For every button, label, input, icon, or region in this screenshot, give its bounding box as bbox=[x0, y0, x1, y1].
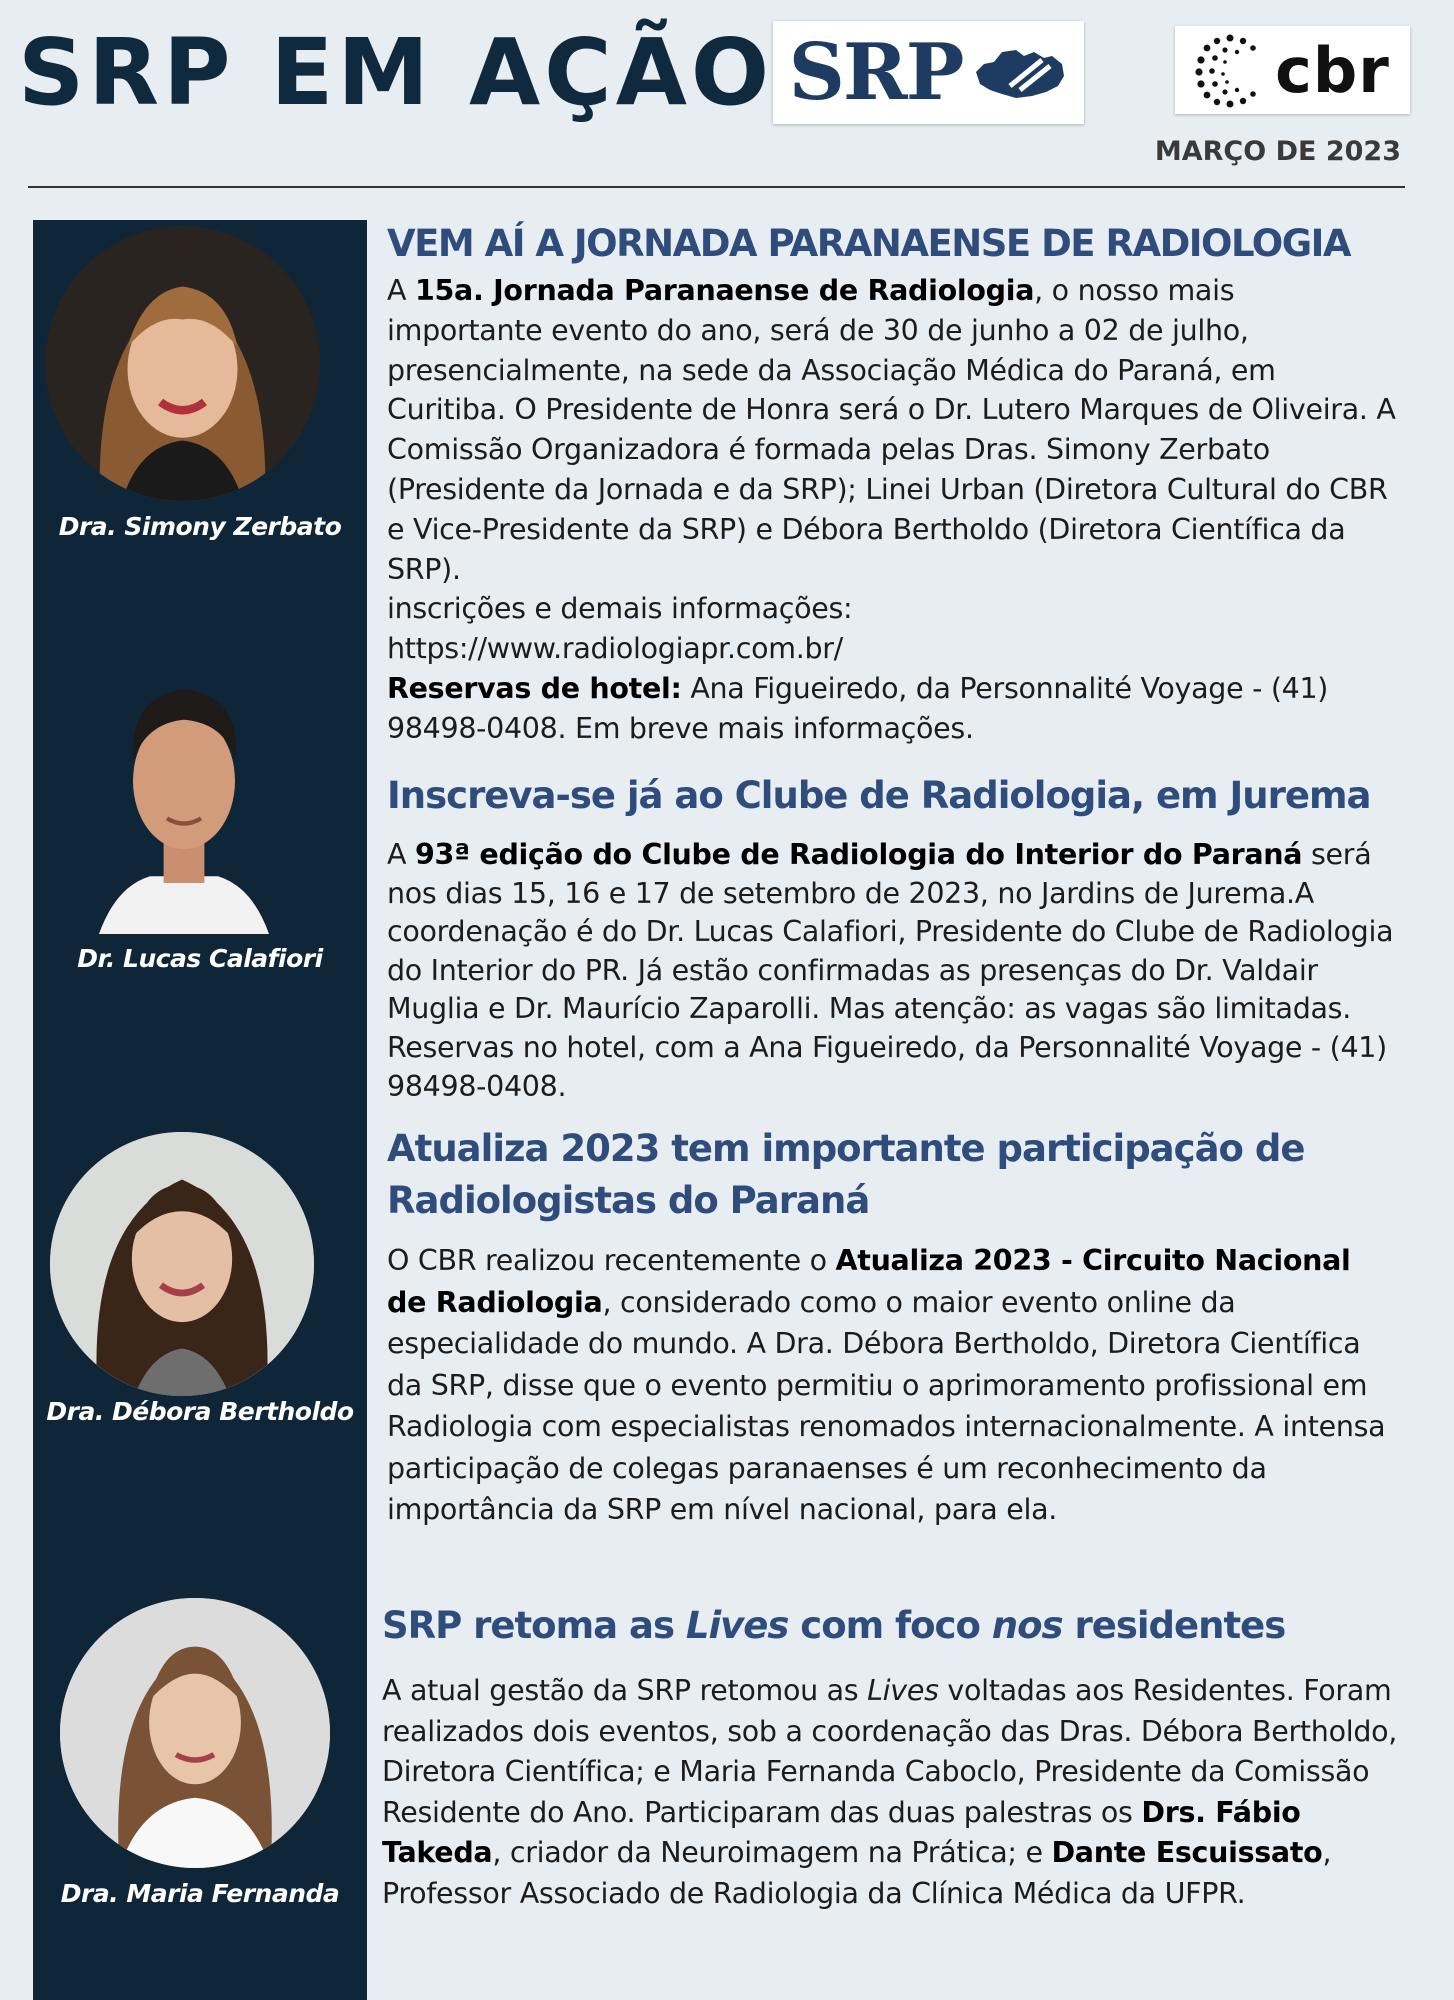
caption-simony-zerbato: Dra. Simony Zerbato bbox=[58, 512, 342, 541]
cbr-logo-text: cbr bbox=[1275, 33, 1390, 107]
caption-debora-bertholdo: Dra. Débora Bertholdo bbox=[46, 1397, 354, 1426]
article-1-heading: VEM AÍ A JORNADA PARANAENSE DE RADIOLOGIA bbox=[387, 222, 1350, 265]
article-1-text-pre: A bbox=[387, 274, 415, 307]
article-2-body bbox=[387, 836, 1397, 1106]
article-4-bold-escuissato: Dante Escuissato bbox=[1051, 1836, 1323, 1869]
cbr-dots-icon bbox=[1195, 32, 1265, 108]
portrait-simony-zerbato bbox=[45, 226, 320, 501]
article-3-body bbox=[387, 1240, 1397, 1531]
article-4-heading-e: residentes bbox=[1062, 1604, 1286, 1647]
caption-maria-fernanda: Dra. Maria Fernanda bbox=[60, 1879, 340, 1908]
portrait-debora-bertholdo bbox=[50, 1132, 314, 1396]
article-4-text-a: A atual gestão da SRP retomou as bbox=[382, 1674, 868, 1707]
article-3-text-post: , considerado como o maior evento online da especialidade do mundo. A Dra. Débora Bertholdo, Diretora Científica da SRP, disse que o evento permitiu o aprimoramento profissional em Radiologia com especialistas renomados internacionalmente. A intensa participação de colegas paranaenses é um reconhecimento da importância da SRP em nível nacional, para ela. bbox=[387, 1285, 1386, 1526]
article-4-text-e: , criador da Neuroimagem na Prática; e bbox=[492, 1836, 1052, 1869]
article-1-hotel-label: Reservas de hotel: bbox=[387, 671, 682, 705]
article-1-bold: 15a. Jornada Paranaense de Radiologia bbox=[414, 274, 1035, 307]
article-2-bold: 93ª edição do Clube de Radiologia do Interior do Paraná bbox=[414, 838, 1303, 871]
article-3-bold: Atualiza 2023 - Circuito Nacional de Radiologia bbox=[387, 1244, 1351, 1319]
article-4-body bbox=[382, 1671, 1407, 1914]
portrait-lucas-calafiori bbox=[98, 662, 270, 934]
portrait-image-4 bbox=[60, 1598, 330, 1868]
article-4-text-b: Lives bbox=[867, 1674, 939, 1707]
article-4-text-c: voltadas aos Residentes. Foram realizados dois eventos, sob a coordenação das Dras. Débora Bertholdo, Diretora Científica; e Maria Fernanda Caboclo, Presidente da Comissão Residente do Ano. Participaram das duas palestras os bbox=[382, 1674, 1398, 1829]
issue-date: MARÇO DE 2023 bbox=[1154, 136, 1401, 167]
portrait-maria-fernanda bbox=[60, 1598, 330, 1868]
parana-map-icon bbox=[972, 42, 1068, 104]
article-4-heading-d: nos bbox=[991, 1604, 1063, 1647]
article-4-heading-c: com foco bbox=[788, 1604, 992, 1647]
article-4-heading-a: SRP retoma as bbox=[382, 1604, 686, 1647]
header-divider bbox=[28, 186, 1405, 188]
portrait-image-3 bbox=[50, 1132, 314, 1396]
article-2-heading: Inscreva-se já ao Clube de Radiologia, em Jurema bbox=[387, 774, 1371, 817]
article-1-hotel-text: Ana Figueiredo, da Personnalité Voyage - (41) 98498-0408. Em breve mais informações. bbox=[387, 671, 1329, 745]
portrait-image-1 bbox=[45, 226, 320, 501]
article-1-text-post: , o nosso mais importante evento do ano, será de 30 de junho a 02 de julho, presencialmente, na sede da Associação Médica do Paraná, em Curitiba. O Presidente de Honra será o Dr. Lutero Marques de Oliveira. A Comissão Organizadora é formada pelas Dras. Simony Zerbato (Presidente da Jornada e da SRP); Linei Urban (Diretora Cultural do CBR e Vice-Presidente da SRP) e Débora Bertholdo (Diretora Científica da SRP). bbox=[387, 274, 1396, 586]
srp-logo bbox=[773, 21, 1084, 124]
cbr-logo bbox=[1175, 26, 1410, 114]
article-4-heading-b: Lives bbox=[685, 1604, 789, 1647]
article-4-bold-takeda: Drs. Fábio Takeda bbox=[382, 1795, 1301, 1869]
srp-logo-text: SRP bbox=[788, 27, 963, 118]
article-3-text-pre: O CBR realizou recentemente o bbox=[387, 1244, 836, 1277]
caption-lucas-calafiori: Dr. Lucas Calafiori bbox=[77, 944, 323, 973]
newsletter-title: SRP EM AÇÃO bbox=[18, 19, 774, 126]
article-2-text-post: será nos dias 15, 16 e 17 de setembro de 2023, no Jardins de Jurema.A coordenação é do Dr. Lucas Calafiori, Presidente do Clube de Radiologia do Interior do PR. Já estão confirmadas as presenças do Dr. Valdair Muglia e Dr. Maurício Zaparolli. Mas atenção: as vagas são limitadas. Reservas no hotel, com a Ana Figueiredo, da Personnalité Voyage - (41) 98498-0408. bbox=[387, 838, 1394, 1103]
article-3-heading: Atualiza 2023 tem importante participação de Radiologistas do Paraná bbox=[387, 1127, 1305, 1222]
article-4-text-g: , Professor Associado de Radiologia da Clínica Médica da UFPR. bbox=[382, 1836, 1332, 1910]
article-1-info-label: inscrições e demais informações: bbox=[387, 592, 853, 626]
article-1-url-link[interactable]: https://www.radiologiapr.com.br/ bbox=[387, 632, 843, 666]
article-1-body bbox=[387, 271, 1397, 749]
portrait-image-2 bbox=[98, 662, 270, 934]
article-2-text-pre: A bbox=[387, 838, 415, 871]
article-4-heading bbox=[382, 1600, 1422, 1652]
